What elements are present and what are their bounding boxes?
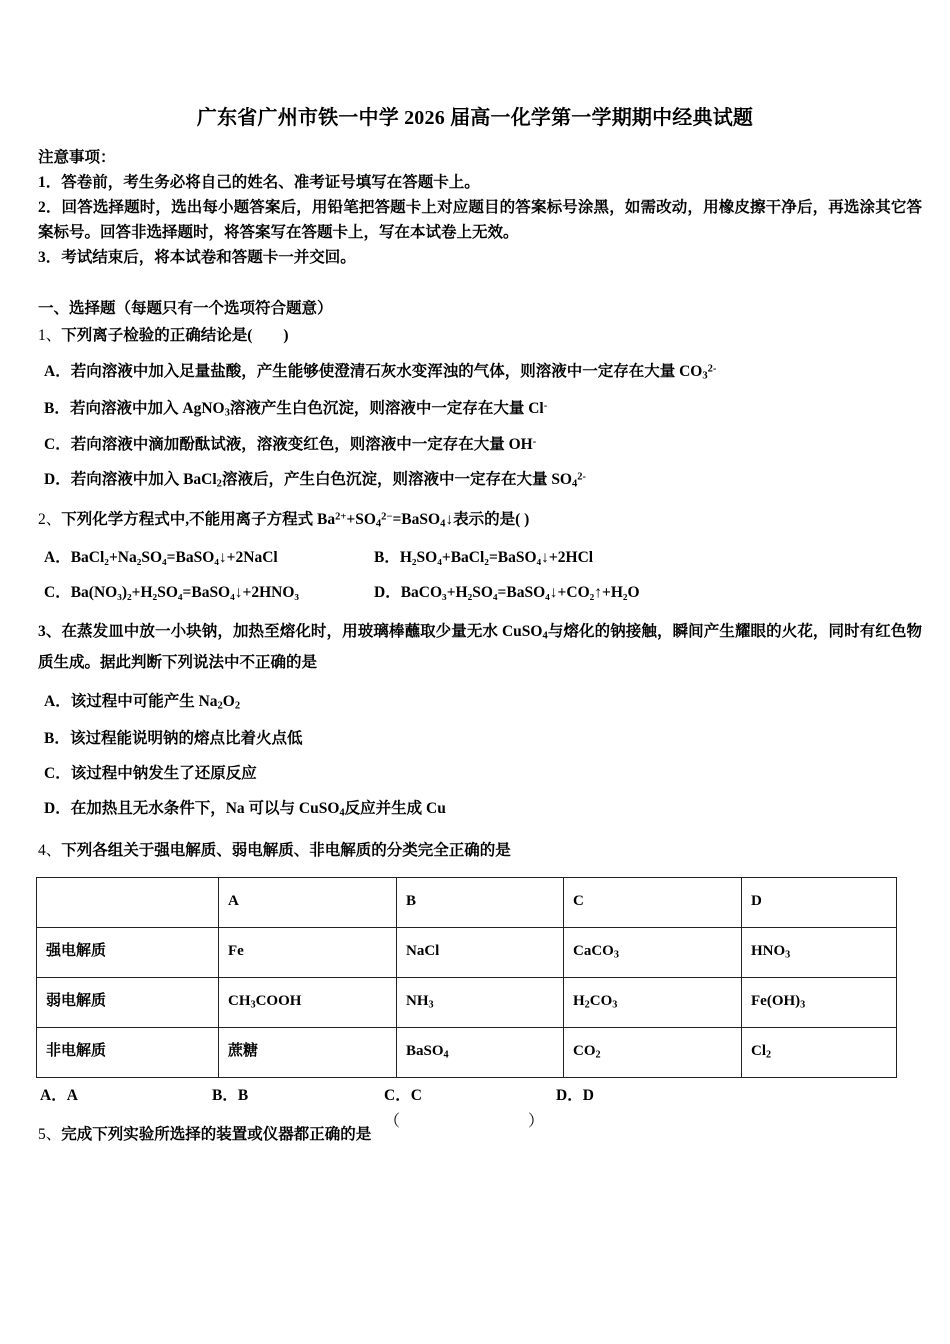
table-header-c: C — [564, 877, 742, 927]
cell-strong-c-sub: 3 — [613, 949, 619, 961]
cell-strong-c — [564, 927, 742, 977]
cell-strong-d-text: HNO — [751, 943, 786, 960]
question-5-stem — [0, 1112, 950, 1148]
section-heading: 一、选择题（每题只有一个选项符合题意） — [38, 299, 333, 317]
cell-weak-a-post: COOH — [255, 993, 302, 1010]
option-b-sup: - — [543, 400, 548, 412]
cell-weak-a-text: CH — [228, 993, 251, 1010]
question-3-option-d[interactable] — [38, 797, 922, 821]
question-2-sup-2: 2− — [381, 511, 393, 523]
question-3-option-b[interactable] — [38, 727, 922, 750]
cell-weak-c — [564, 977, 742, 1027]
question-3-text-post: 与熔化的钠接触，瞬间产生耀眼的火花，同时有红色物质生成。据此判断下列说法中不正确的是 — [38, 623, 922, 672]
cell-weak-b-sub: 3 — [428, 999, 434, 1011]
cell-strong-a: Fe — [219, 927, 397, 977]
option-a-mid: O — [222, 693, 235, 711]
option-d-sub2: 4 — [572, 478, 578, 490]
option-label-d: D． — [374, 584, 401, 602]
table-header-d: D — [742, 877, 897, 927]
option-a-formula: BaCl₂+Na₂SO₄=BaSO₄↓+2NaCl — [70, 549, 278, 567]
table-header-a: A — [219, 877, 397, 927]
question-2-options-row-1 — [38, 545, 922, 567]
cell-weak-d-sub: 3 — [800, 999, 806, 1011]
option-d-sub: 4 — [339, 807, 345, 819]
question-2-text-pre: 下列化学方程式中,不能用离子方程式 Ba — [61, 510, 336, 528]
notice-item-1: 1．答卷前，考生务必将自己的姓名、准考证号填写在答题卡上。 — [38, 174, 480, 192]
question-4-stem — [38, 838, 922, 863]
cell-weak-d-text: Fe(OH) — [751, 993, 801, 1010]
cell-non-c-sub: 2 — [595, 1049, 601, 1061]
option-b-text-mid: 溶液产生白色沉淀，则溶液中一定存在大量 Cl — [229, 399, 544, 417]
option-label-d: D． — [44, 471, 71, 489]
cell-strong-d — [742, 927, 897, 977]
question-2-option-c[interactable] — [44, 580, 374, 602]
cell-weak-c-text: H — [573, 993, 585, 1010]
question-1-number: 1、 — [38, 327, 62, 345]
option-b-formula: H₂SO₄+BaCl₂=BaSO₄↓+2HCl — [399, 549, 594, 567]
question-2-sup-1: 2+ — [335, 511, 347, 523]
option-label-d: D． — [44, 800, 71, 818]
row-label-strong-electrolyte: 强电解质 — [37, 927, 219, 977]
electrolyte-classification-table — [36, 877, 897, 1078]
option-a-text: 若向溶液中加入足量盐酸，产生能够使澄清石灰水变浑浊的气体，则溶液中一定存在大量 CO — [70, 363, 703, 381]
table-header-b: B — [397, 877, 564, 927]
question-5-number: 5、 — [38, 1125, 62, 1143]
question-3-text-pre: 在蒸发皿中放一小块钠，加热至熔化时，用玻璃棒蘸取少量无水 CuSO — [61, 623, 543, 641]
page-title: 广东省广州市铁一中学 2026 届高一化学第一学期期中经典试题 — [196, 107, 754, 129]
question-5-answer-blank[interactable]: （ ） — [384, 1112, 565, 1130]
question-4-number: 4、 — [38, 842, 62, 860]
cell-weak-d — [742, 977, 897, 1027]
choice-section — [0, 297, 950, 864]
option-b-text-pre: 若向溶液中加入 AgNO — [70, 399, 225, 417]
question-1-option-b[interactable] — [38, 397, 922, 421]
cell-non-c — [564, 1027, 742, 1077]
question-1-option-d[interactable] — [38, 468, 922, 492]
cell-strong-b: NaCl — [397, 927, 564, 977]
cell-non-d — [742, 1027, 897, 1077]
question-4-answers — [0, 1083, 950, 1105]
option-d-formula: BaCO₃+H₂SO₄=BaSO₄↓+CO₂↑+H₂O — [400, 584, 640, 602]
option-d-sub: 2 — [216, 478, 222, 490]
question-4-answer-d[interactable]: D．D — [556, 1086, 594, 1104]
option-d-text-post: 反应并生成 Cu — [344, 800, 446, 818]
option-b-sub: 3 — [224, 407, 230, 419]
question-5-text: 完成下列实验所选择的装置或仪器都正确的是 — [61, 1125, 372, 1143]
cell-non-b-sub: 4 — [443, 1049, 449, 1061]
option-d-text-pre: 在加热且无水条件下，Na 可以与 CuSO — [70, 800, 340, 818]
option-a-text: 该过程中可能产生 Na — [70, 693, 218, 711]
option-d-text-pre: 若向溶液中加入 BaCl — [70, 471, 217, 489]
option-c-text: 若向溶液中滴加酚酞试液，溶液变红色，则溶液中一定存在大量 OH — [70, 436, 533, 454]
cell-weak-b — [397, 977, 564, 1027]
notice-section — [0, 145, 950, 271]
question-2-mid-2: =BaSO — [392, 510, 441, 528]
question-3-option-a[interactable] — [38, 690, 922, 714]
option-label-c: C． — [44, 436, 71, 454]
table-row — [37, 977, 897, 1027]
question-2-mid-1: +SO — [346, 510, 376, 528]
option-label-a: A． — [44, 549, 71, 567]
question-2-stem — [38, 507, 922, 533]
option-label-b: B． — [44, 729, 70, 747]
table-row — [37, 1027, 897, 1077]
notice-item-2: 2．回答选择题时，选出每小题答案后，用铅笔把答题卡上对应题目的答案标号涂黑，如需改动，用橡皮擦干净后，再选涂其它答案标号。回答非选择题时，将答案写在答题卡上，写在本试卷上无效。 — [38, 199, 922, 242]
question-3-number: 3、 — [38, 623, 62, 641]
option-a-sup: 2- — [707, 364, 717, 376]
question-1-option-c[interactable] — [38, 433, 922, 456]
cell-non-b-text: BaSO — [406, 1043, 444, 1060]
question-2-text-end: ↓表示的是( ) — [445, 510, 530, 528]
row-label-non-electrolyte: 非电解质 — [37, 1027, 219, 1077]
cell-strong-d-sub: 3 — [785, 949, 791, 961]
option-a-sub2: 2 — [234, 700, 241, 712]
table-header-row — [37, 877, 897, 927]
cell-weak-b-text: NH — [406, 993, 429, 1010]
notice-heading: 注意事项： — [38, 149, 116, 166]
cell-non-a: 蔗糖 — [219, 1027, 397, 1077]
question-2-option-b[interactable] — [374, 545, 922, 567]
row-label-weak-electrolyte: 弱电解质 — [37, 977, 219, 1027]
question-2-option-a[interactable] — [44, 545, 374, 567]
option-d-text-mid: 溶液后，产生白色沉淀，则溶液中一定存在大量 SO — [221, 471, 572, 489]
question-2-number: 2、 — [38, 510, 62, 528]
option-c-text: 该过程中钠发生了还原反应 — [70, 764, 257, 782]
cell-weak-c-sub2: 3 — [612, 999, 618, 1011]
question-2-option-d[interactable] — [374, 580, 922, 602]
table-row — [37, 927, 897, 977]
question-4-table-wrapper — [0, 877, 950, 1078]
question-3-option-c[interactable] — [38, 762, 922, 785]
question-1-stem — [38, 323, 922, 348]
question-4-text: 下列各组关于强电解质、弱电解质、非电解质的分类完全正确的是 — [61, 842, 511, 860]
question-2-sub-1: 4 — [375, 518, 382, 530]
table-header-corner — [37, 877, 219, 927]
notice-item-3: 3．考试结束后，将本试卷和答题卡一并交回。 — [38, 249, 356, 267]
option-a-sub: 3 — [702, 370, 708, 382]
question-2-options-row-2 — [38, 580, 922, 602]
option-d-sup: 2- — [577, 471, 587, 483]
option-label-c: C． — [44, 584, 71, 602]
option-label-c: C． — [44, 764, 71, 782]
option-c-sup: - — [532, 436, 537, 448]
option-label-a: A． — [44, 693, 71, 711]
cell-non-c-text: CO — [573, 1043, 596, 1060]
cell-strong-c-text: CaCO — [573, 943, 614, 960]
cell-weak-c-mid: CO — [589, 993, 613, 1010]
option-label-b: B． — [374, 549, 400, 567]
question-3-stem — [38, 616, 922, 678]
cell-non-d-sub: 2 — [766, 1049, 772, 1061]
question-1-text: 下列离子检验的正确结论是( ) — [61, 327, 289, 345]
cell-weak-a-sub: 3 — [250, 999, 256, 1011]
cell-non-b — [397, 1027, 564, 1077]
cell-weak-a — [219, 977, 397, 1027]
question-4-answer-b[interactable]: B．B — [212, 1086, 249, 1104]
option-label-b: B． — [44, 399, 70, 417]
question-2-sub-2: 4 — [440, 518, 446, 530]
option-a-sub1: 2 — [217, 700, 223, 712]
cell-non-d-text: Cl — [751, 1043, 766, 1060]
option-c-formula: Ba(NO₃)₂+H₂SO₄=BaSO₄↓+2HNO₃ — [70, 584, 300, 602]
question-4-answer-a[interactable]: A．A — [40, 1086, 78, 1104]
option-label-a: A． — [44, 363, 71, 381]
question-1-option-a[interactable] — [38, 360, 922, 384]
question-4-answer-c[interactable]: C．C — [384, 1086, 422, 1104]
option-b-text: 该过程能说明钠的熔点比着火点低 — [70, 729, 303, 747]
question-3-sub: 4 — [542, 630, 548, 642]
cell-weak-c-sub: 2 — [584, 999, 590, 1011]
